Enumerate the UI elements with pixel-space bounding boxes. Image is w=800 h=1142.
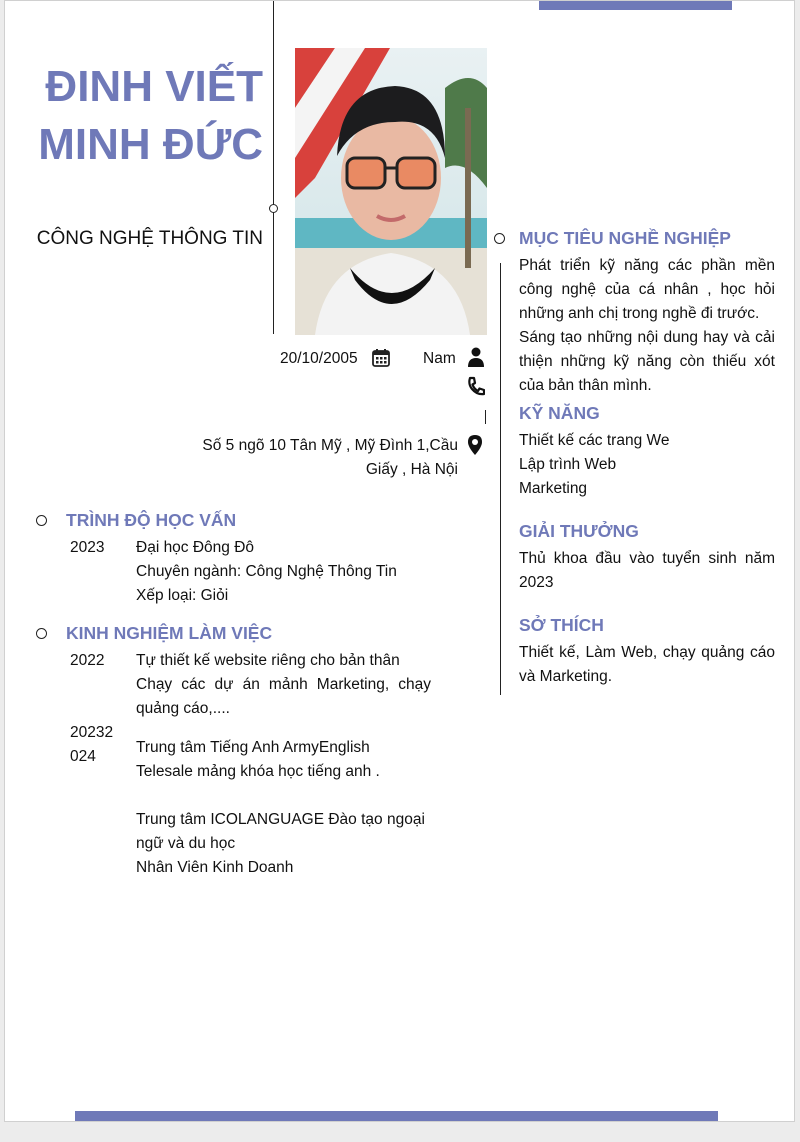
education-title: TRÌNH ĐỘ HỌC VẤN <box>66 510 237 530</box>
major-title: CÔNG NGHỆ THÔNG TIN <box>36 228 263 249</box>
top-accent-bar <box>539 1 732 10</box>
address-text <box>165 434 458 482</box>
skill-item: Lập trình Web <box>519 456 617 473</box>
experience-dot <box>36 628 47 639</box>
experience-line: ngữ và du học <box>136 835 236 852</box>
objective-line: Phát triển kỹ năng các phần mền <box>519 257 775 274</box>
experience-details-2 <box>136 736 436 880</box>
skill-item: Marketing <box>519 480 588 497</box>
resume-page <box>4 0 795 1122</box>
header-divider-line <box>273 1 274 334</box>
gender-text: Nam <box>423 350 456 367</box>
experience-line: Tự thiết kế website riêng cho bản thân <box>136 652 400 669</box>
objective-text <box>519 254 775 398</box>
experience-year-2 <box>70 721 113 769</box>
hobby-line: Thiết kế, Làm Web, chạy quảng cáo <box>519 644 775 661</box>
experience-line: Trung tâm ICOLANGUAGE Đào tạo ngoại <box>136 811 425 828</box>
experience-line: Trung tâm Tiếng Anh ArmyEnglish <box>136 739 370 756</box>
name-line-1: ĐINH VIẾT <box>45 62 263 111</box>
header-divider-dot <box>269 204 278 213</box>
experience-year-2-line-1: 20232 <box>70 724 114 741</box>
awards-text <box>519 547 775 595</box>
bottom-accent-bar <box>75 1111 718 1121</box>
education-dot <box>36 515 47 526</box>
hobby-line: và Marketing. <box>519 668 613 685</box>
experience-line: Telesale mảng khóa học tiếng anh . <box>136 763 380 780</box>
candidate-name <box>25 58 263 174</box>
objective-line: Sáng tạo những nội dung hay và cải <box>519 329 775 346</box>
skills-title: KỸ NĂNG <box>519 403 600 423</box>
location-pin-icon <box>467 434 483 461</box>
education-grade: Xếp loại: Giỏi <box>136 587 229 604</box>
skills-list <box>519 429 669 501</box>
person-icon <box>467 347 485 372</box>
phone-icon <box>467 376 485 401</box>
award-line: 2023 <box>519 574 554 591</box>
education-major: Chuyên ngành: Công Nghệ Thông Tin <box>136 563 397 580</box>
education-details <box>136 536 397 608</box>
objective-line: của bản thân mình. <box>519 377 652 394</box>
objective-dot <box>494 233 505 244</box>
objective-line: những anh chị trong nghề đi trước. <box>519 305 760 322</box>
objective-line: thiện những kỹ năng còn thiếu xót <box>519 353 775 370</box>
hobbies-title: SỞ THÍCH <box>519 615 604 635</box>
hobbies-text <box>519 641 775 689</box>
awards-title: GIẢI THƯỞNG <box>519 521 639 541</box>
experience-line: Chạy các dự án mảnh Marketing, chạy <box>136 676 431 693</box>
name-line-2: MINH ĐỨC <box>38 120 263 169</box>
experience-year-1: 2022 <box>70 652 105 669</box>
right-column-line <box>500 263 501 695</box>
experience-line: quảng cáo,.... <box>136 700 230 717</box>
award-line: Thủ khoa đầu vào tuyển sinh năm <box>519 550 775 567</box>
profile-photo <box>295 48 487 335</box>
experience-line: Nhân Viên Kinh Doanh <box>136 859 294 876</box>
education-year: 2023 <box>70 539 105 556</box>
address-line-1: Số 5 ngõ 10 Tân Mỹ , Mỹ Đình 1,Cầu <box>202 437 458 454</box>
objective-title: MỤC TIÊU NGHỀ NGHIỆP <box>519 228 731 248</box>
experience-year-2-line-2: 024 <box>70 748 96 765</box>
contact-tick-line <box>485 410 486 424</box>
calendar-icon <box>371 348 391 373</box>
education-school: Đại học Đông Đô <box>136 539 255 556</box>
birthdate-text: 20/10/2005 <box>280 350 358 367</box>
skill-item: Thiết kế các trang We <box>519 432 670 449</box>
address-line-2: Giấy , Hà Nội <box>365 461 458 478</box>
experience-details-1 <box>136 649 431 721</box>
objective-line: công nghệ của cá nhân , học hỏi <box>519 281 775 298</box>
experience-title: KINH NGHIỆM LÀM VIỆC <box>66 623 273 643</box>
